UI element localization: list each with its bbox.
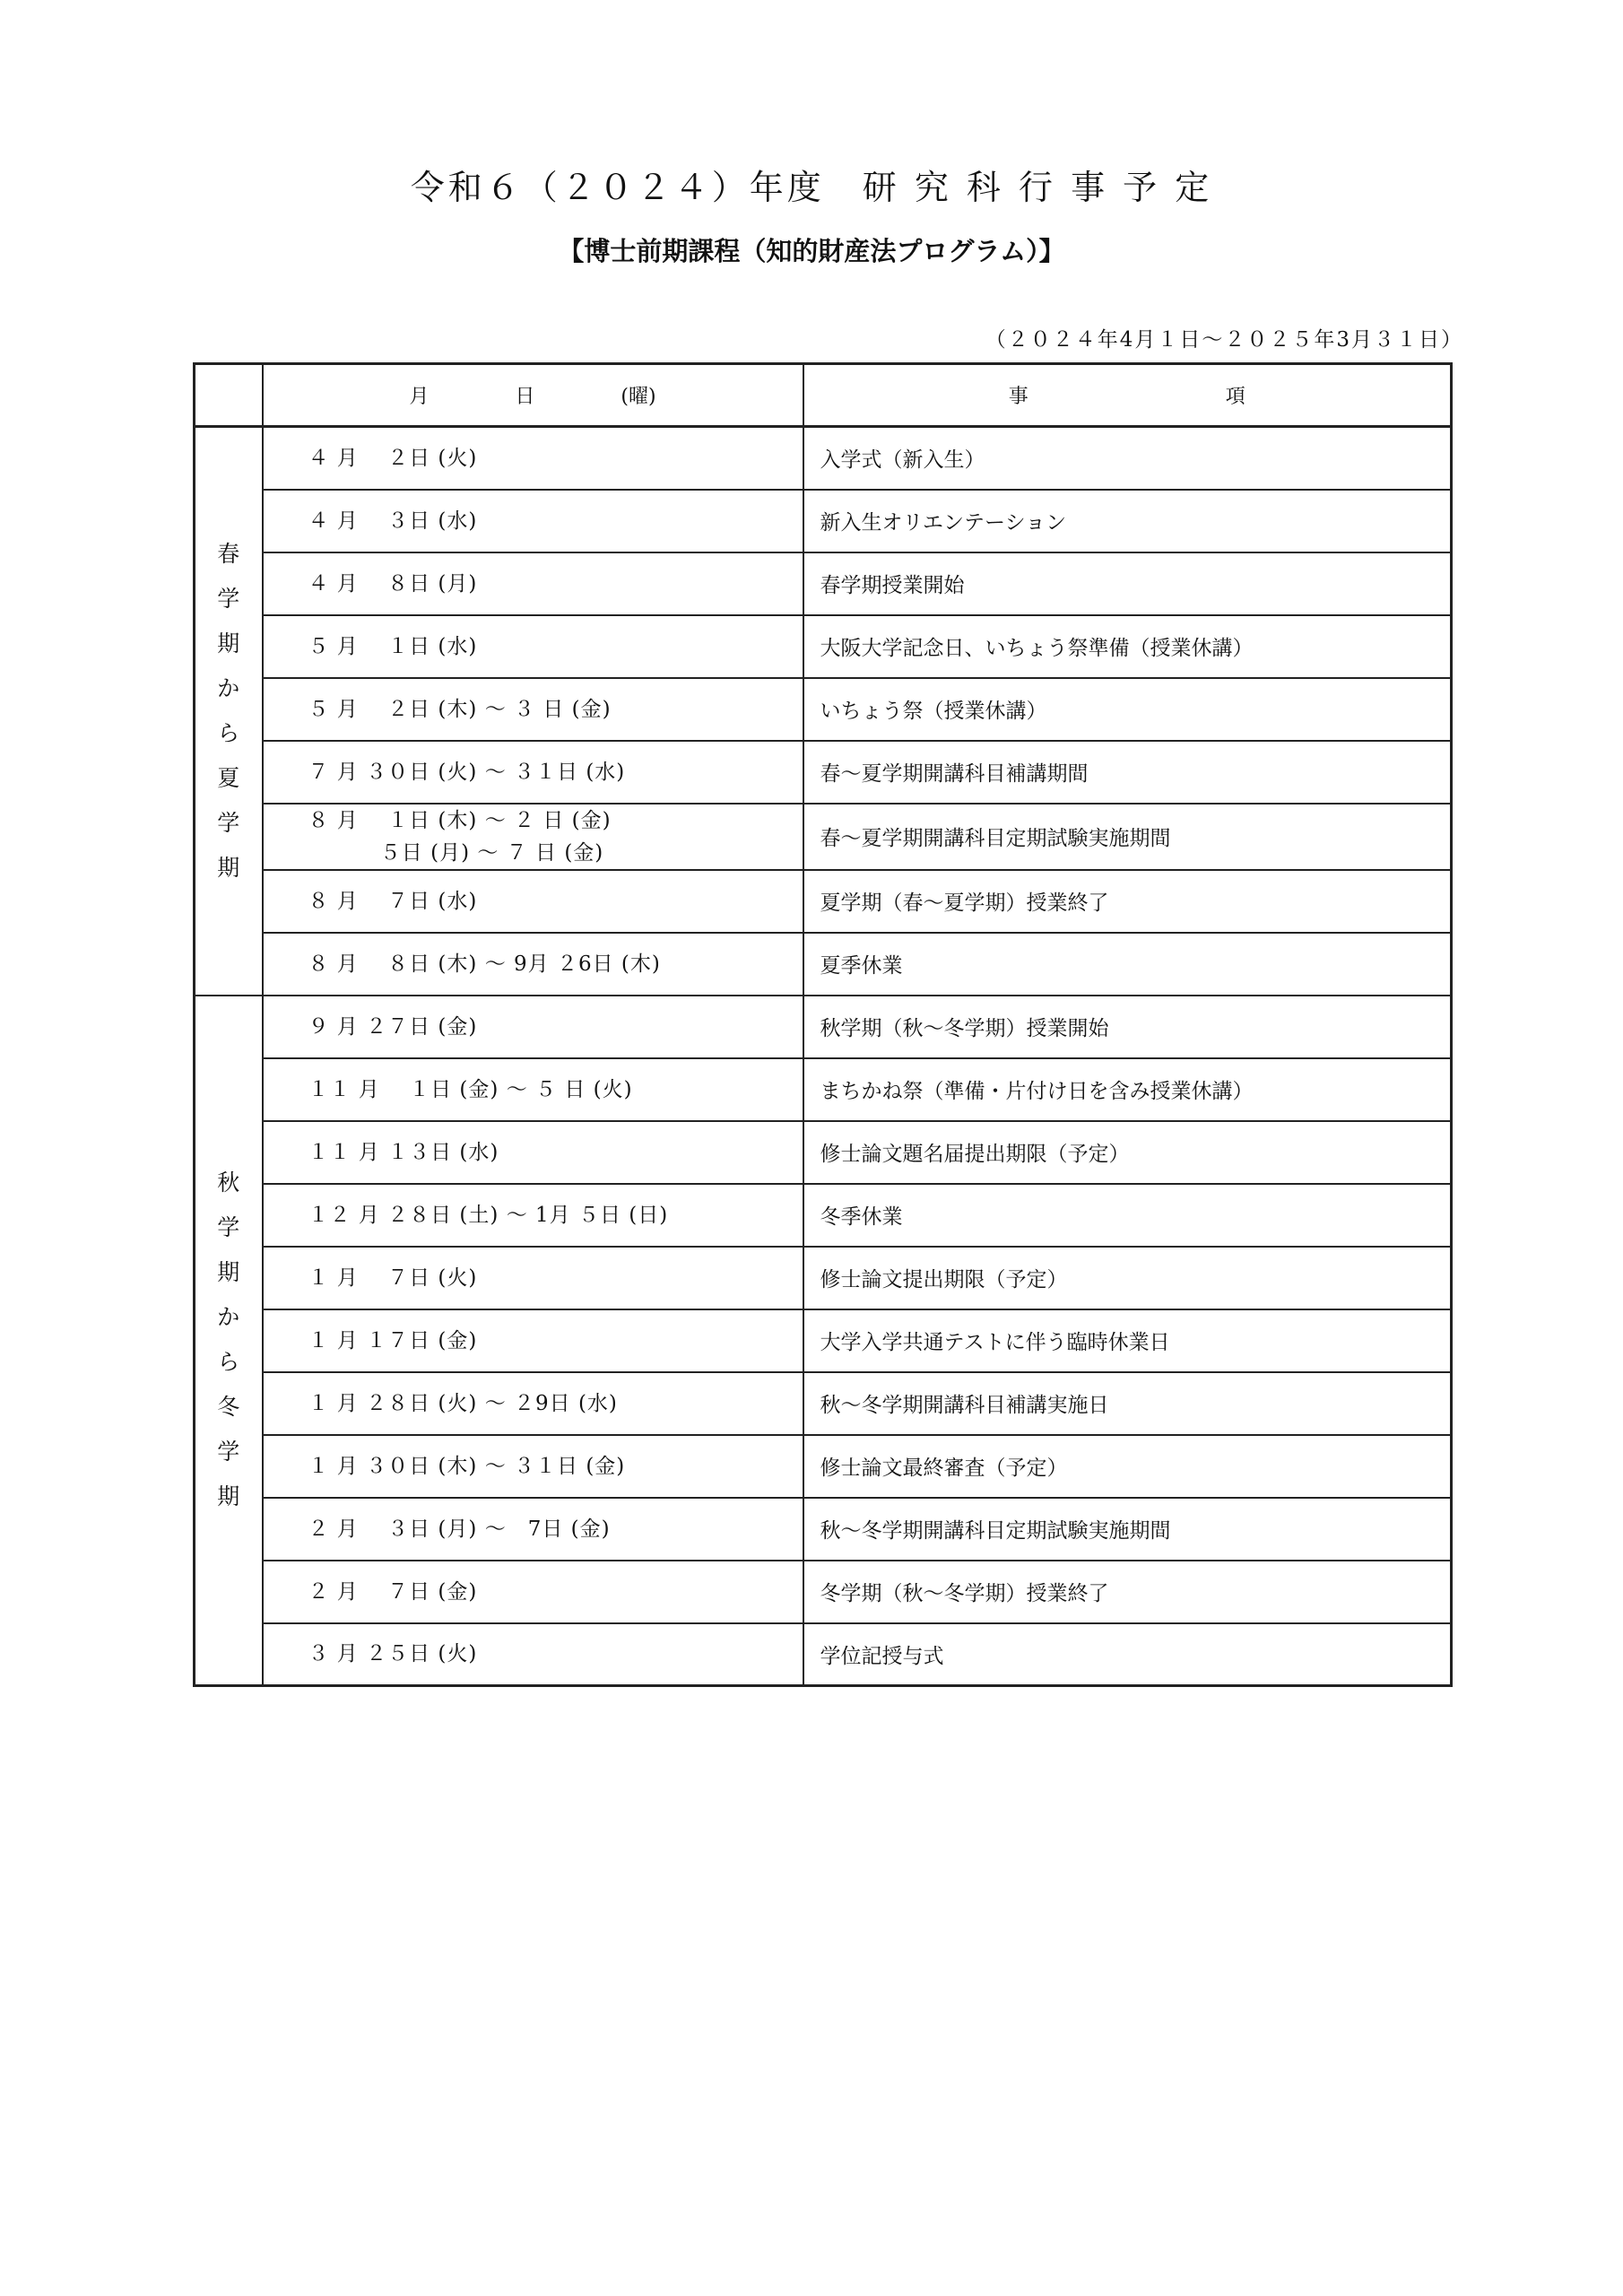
term-label-char: ら: [217, 1349, 240, 1376]
term-label-char: 春: [217, 540, 240, 567]
term-label-char: 夏: [217, 764, 240, 791]
item-header-part-1: 事: [1008, 386, 1028, 408]
table-row: [195, 615, 1452, 678]
term-label-char: 期: [217, 1483, 240, 1510]
schedule-table: [193, 362, 1453, 1687]
item-cell: 夏学期（春～夏学期）授業終了: [803, 870, 1452, 933]
table-row: [195, 804, 1452, 870]
date-line: ８ 月 ８日 (木) ～ 9月 ２6日 (木): [308, 952, 661, 976]
date-line: １ 月 １７日 (金): [308, 1328, 478, 1352]
date-cell: [263, 1309, 803, 1372]
term-label-char: 期: [217, 630, 240, 657]
item-cell: 大阪大学記念日、いちょう祭準備（授業休講）: [803, 615, 1452, 678]
table-row: [195, 1309, 1452, 1372]
date-line: １ 月 ３０日 (木) ～ ３１日 (金): [308, 1454, 626, 1478]
date-line: ７ 月 ３０日 (火) ～ ３１日 (水): [308, 760, 626, 784]
date-cell: [263, 870, 803, 933]
date-header-month: 月: [409, 386, 430, 408]
date-line: ４ 月 ２日 (火): [308, 446, 478, 470]
date-cell: [263, 615, 803, 678]
date-header-weekday: (曜): [621, 386, 656, 408]
term-label-char: 学: [217, 585, 240, 612]
date-cell: [263, 1247, 803, 1309]
date-line: ５日 (月) ～ ７ 日 (金): [308, 840, 604, 865]
date-line: １ 月 ７日 (火): [308, 1265, 478, 1290]
term-label-1: [195, 427, 263, 996]
table-row: [195, 933, 1452, 996]
date-cell: [263, 996, 803, 1058]
schedule-body: [195, 427, 1452, 1686]
date-cell: [263, 1121, 803, 1184]
item-cell: 秋学期（秋～冬学期）授業開始: [803, 996, 1452, 1058]
date-line: ９ 月 ２７日 (金): [308, 1014, 478, 1039]
item-cell: 秋～冬学期開講科目定期試験実施期間: [803, 1498, 1452, 1561]
date-line: ８ 月 １日 (木) ～ ２ 日 (金): [308, 808, 612, 832]
date-cell: [263, 490, 803, 552]
date-line: ２ 月 ３日 (月) ～ 7日 (金): [308, 1517, 611, 1541]
date-cell: [263, 741, 803, 804]
table-row: [195, 427, 1452, 490]
date-line: １ 月 ２８日 (火) ～ ２9日 (水): [308, 1391, 618, 1415]
date-cell: [263, 1435, 803, 1498]
date-line: ４ 月 ８日 (月): [308, 571, 478, 596]
date-cell: [263, 678, 803, 741]
date-line: ８ 月 ７日 (水): [308, 889, 478, 913]
date-cell: [263, 1561, 803, 1623]
date-line: ４ 月 ３日 (水): [308, 509, 478, 533]
term-label-char: か: [217, 674, 240, 701]
item-cell: 学位記授与式: [803, 1623, 1452, 1686]
date-header-cell: [263, 364, 803, 427]
table-row: [195, 1184, 1452, 1247]
table-row: [195, 1121, 1452, 1184]
item-header-cell: [803, 364, 1452, 427]
item-cell: 秋～冬学期開講科目補講実施日: [803, 1372, 1452, 1435]
date-line: １１ 月 １３日 (水): [308, 1140, 499, 1164]
date-cell: [263, 552, 803, 615]
date-cell: [263, 1058, 803, 1121]
table-row: [195, 1247, 1452, 1309]
term-label-char: 学: [217, 1214, 240, 1241]
table-row: [195, 741, 1452, 804]
date-line: ２ 月 ７日 (金): [308, 1579, 478, 1604]
item-cell: 夏季休業: [803, 933, 1452, 996]
item-cell: 冬季休業: [803, 1184, 1452, 1247]
term-label-char: 秋: [217, 1170, 240, 1196]
table-row: [195, 1623, 1452, 1686]
date-cell: [263, 427, 803, 490]
term-label-char: ら: [217, 719, 240, 746]
term-label-2: [195, 996, 263, 1686]
date-cell: [263, 1498, 803, 1561]
date-cell: [263, 804, 803, 870]
date-line: ３ 月 ２５日 (火): [308, 1642, 478, 1666]
term-header-cell: [195, 364, 263, 427]
table-row: [195, 1435, 1452, 1498]
date-line: １２ 月 ２８日 (土) ～ 1月 ５日 (日): [308, 1203, 669, 1227]
date-line: １１ 月 １日 (金) ～ ５ 日 (火): [308, 1077, 633, 1101]
table-row: [195, 1372, 1452, 1435]
table-row: [195, 490, 1452, 552]
date-cell: [263, 1372, 803, 1435]
item-cell: 春学期授業開始: [803, 552, 1452, 615]
item-cell: まちかね祭（準備・片付け日を含み授業休講）: [803, 1058, 1452, 1121]
item-cell: 春～夏学期開講科目定期試験実施期間: [803, 804, 1452, 870]
table-row: [195, 1498, 1452, 1561]
item-cell: 修士論文提出期限（予定）: [803, 1247, 1452, 1309]
date-line: ５ 月 １日 (水): [308, 634, 478, 658]
date-line: ５ 月 ２日 (木) ～ ３ 日 (金): [308, 697, 612, 721]
table-row: [195, 870, 1452, 933]
page-subtitle: 【博士前期課程（知的財産法プログラム）】: [558, 236, 1065, 266]
table-row: [195, 996, 1452, 1058]
item-cell: 修士論文最終審査（予定）: [803, 1435, 1452, 1498]
table-row: [195, 1058, 1452, 1121]
item-cell: 新入生オリエンテーション: [803, 490, 1452, 552]
period-range: （２０２４年4月１日～２０２５年3月３１日）: [985, 328, 1463, 352]
table-row: [195, 552, 1452, 615]
item-cell: 春～夏学期開講科目補講期間: [803, 741, 1452, 804]
table-row: [195, 678, 1452, 741]
date-cell: [263, 1623, 803, 1686]
item-cell: 修士論文題名届提出期限（予定）: [803, 1121, 1452, 1184]
term-label-char: か: [217, 1304, 240, 1331]
item-header-part-2: 項: [1225, 386, 1245, 408]
date-cell: [263, 1184, 803, 1247]
term-label-char: 冬: [217, 1394, 240, 1421]
term-label-char: 学: [217, 1439, 240, 1465]
term-label-char: 期: [217, 1259, 240, 1286]
table-row: [195, 1561, 1452, 1623]
item-cell: いちょう祭（授業休講）: [803, 678, 1452, 741]
term-label-char: 学: [217, 809, 240, 836]
table-header-row: [195, 364, 1452, 427]
item-cell: 大学入学共通テストに伴う臨時休業日: [803, 1309, 1452, 1372]
page-title: 令和６（２０２４）年度 研 究 科 行 事 予 定: [410, 168, 1213, 207]
date-cell: [263, 933, 803, 996]
item-cell: 入学式（新入生）: [803, 427, 1452, 490]
term-label-char: 期: [217, 854, 240, 881]
item-cell: 冬学期（秋～冬学期）授業終了: [803, 1561, 1452, 1623]
date-header-day: 日: [515, 386, 535, 408]
